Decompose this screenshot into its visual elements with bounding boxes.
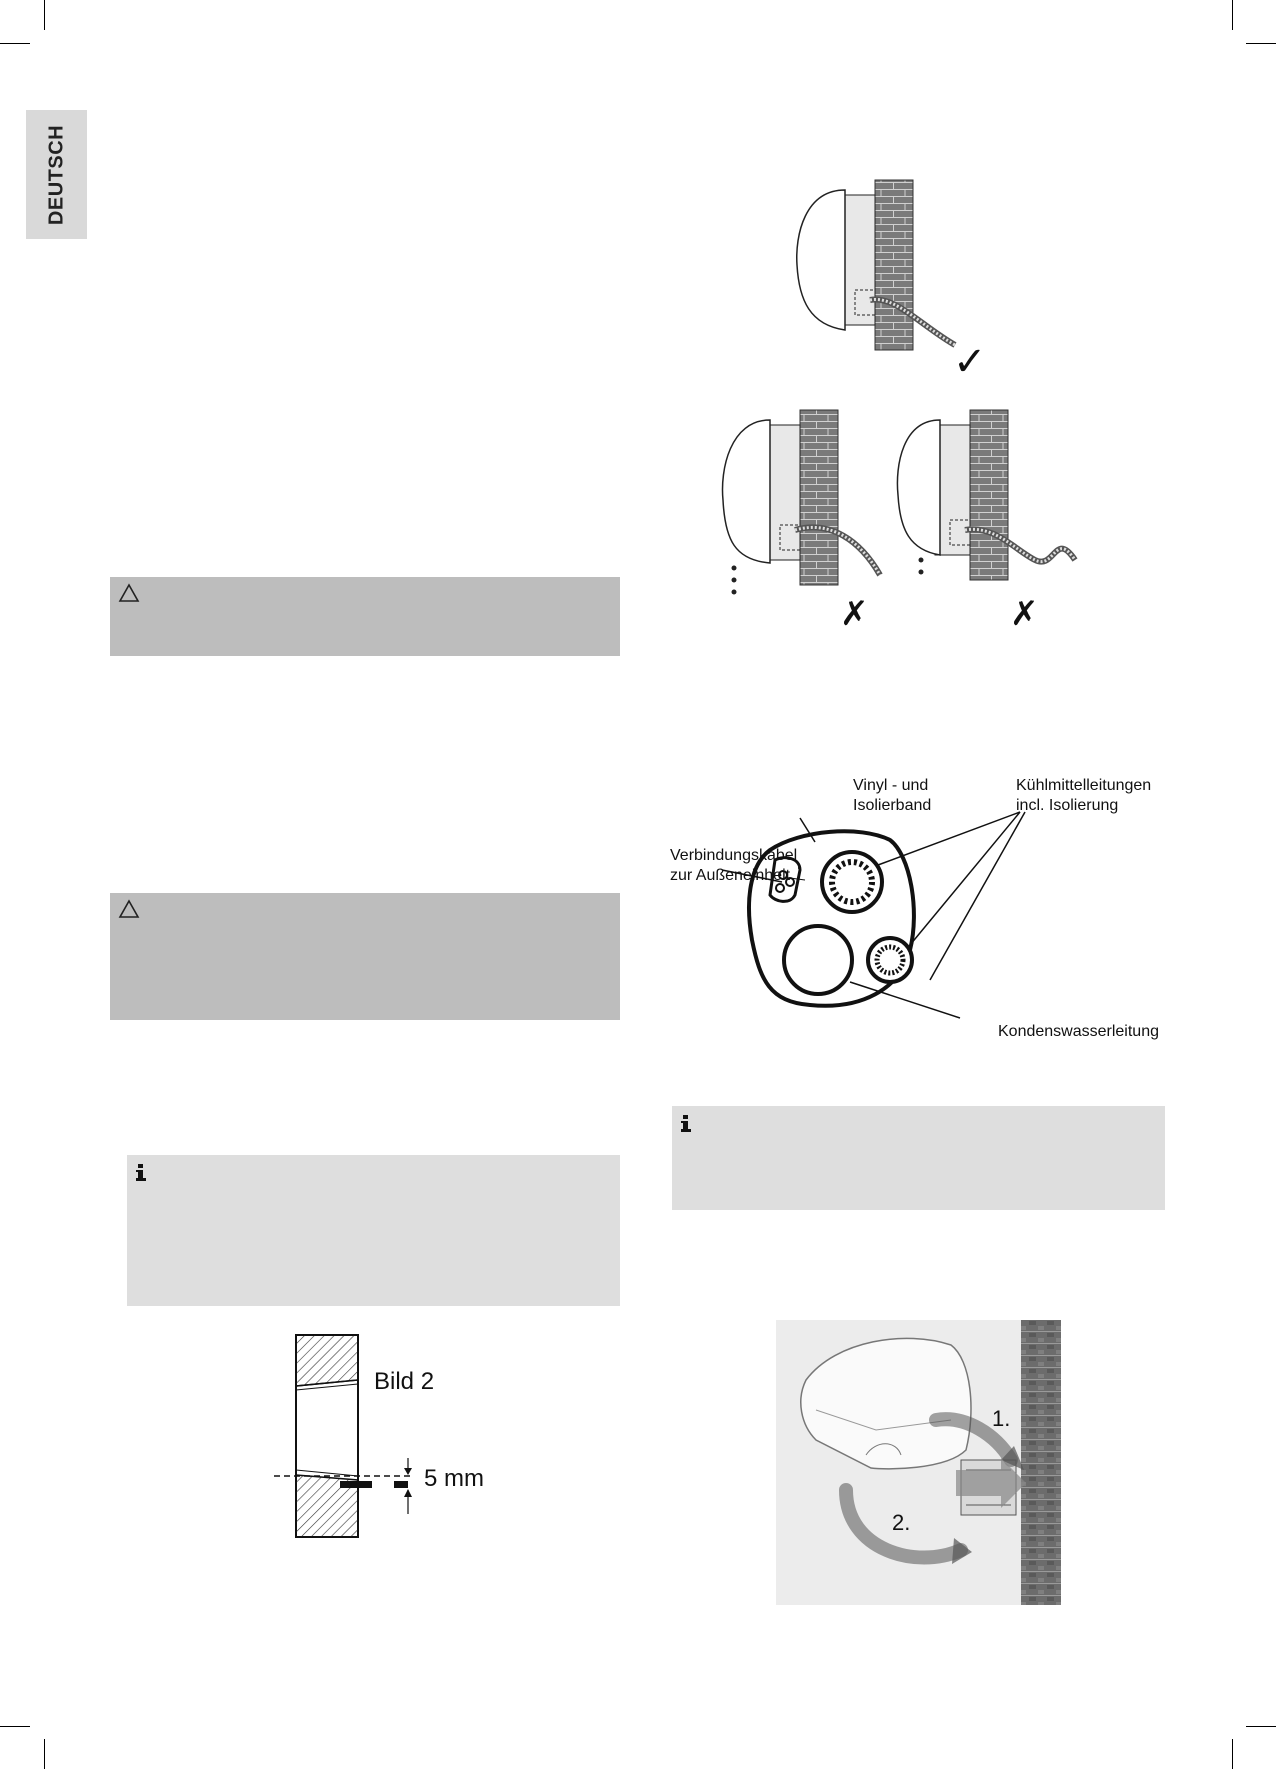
warning-triangle-icon bbox=[118, 899, 140, 919]
crop-mark bbox=[0, 43, 30, 44]
indoor-unit-drawing bbox=[720, 400, 890, 630]
indoor-unit-drawing bbox=[895, 400, 1095, 630]
crop-mark bbox=[44, 0, 45, 30]
label-refrigerant-line1: Kühlmittelleitungen bbox=[1016, 777, 1152, 794]
crop-mark bbox=[0, 1726, 30, 1727]
step-2-label: 2. bbox=[892, 1510, 911, 1535]
figure-bild-2 bbox=[270, 1330, 500, 1540]
step-1-label: 1. bbox=[992, 1406, 1011, 1431]
info-box bbox=[127, 1155, 620, 1306]
crop-mark bbox=[1246, 43, 1276, 44]
crop-mark bbox=[1246, 1726, 1276, 1727]
label-vinyl-line1: Vinyl - und bbox=[853, 777, 929, 794]
indoor-unit-drawing bbox=[725, 175, 1065, 385]
warning-triangle-icon bbox=[118, 583, 140, 603]
crop-mark bbox=[44, 1739, 45, 1769]
label-condensate: Kondenswasserleitung bbox=[998, 1023, 1159, 1040]
info-icon bbox=[680, 1115, 692, 1133]
figure-pipe-bundle bbox=[660, 770, 1180, 1050]
label-cable-line2: zur Außeneinheit bbox=[670, 867, 791, 884]
wall-section-diagram bbox=[270, 1330, 500, 1540]
dimension-label: 5 mm bbox=[424, 1465, 484, 1492]
crop-mark bbox=[1232, 1739, 1233, 1769]
label-vinyl-line2: Isolierband bbox=[853, 797, 932, 814]
figure-drain-wrong-1 bbox=[720, 400, 890, 630]
figure-drain-wrong-2 bbox=[895, 400, 1095, 630]
figure-title: Bild 2 bbox=[374, 1368, 435, 1395]
label-cable-line1: Verbindungskabel bbox=[670, 847, 798, 864]
label-refrigerant-line2: incl. Isolierung bbox=[1016, 797, 1119, 814]
figure-drain-correct bbox=[725, 175, 1065, 385]
cross-mark: ✗ bbox=[1010, 594, 1039, 630]
language-tab bbox=[26, 110, 87, 239]
language-tab-label: DEUTSCH bbox=[45, 124, 67, 225]
crop-mark bbox=[1232, 0, 1233, 30]
cross-mark: ✗ bbox=[840, 594, 869, 630]
check-mark: ✓ bbox=[953, 339, 987, 385]
info-box bbox=[672, 1106, 1165, 1210]
warning-box bbox=[110, 893, 620, 1020]
warning-box bbox=[110, 577, 620, 656]
figure-mount bbox=[776, 1320, 1061, 1605]
info-icon bbox=[135, 1164, 147, 1182]
mounting-illustration bbox=[776, 1320, 1061, 1605]
